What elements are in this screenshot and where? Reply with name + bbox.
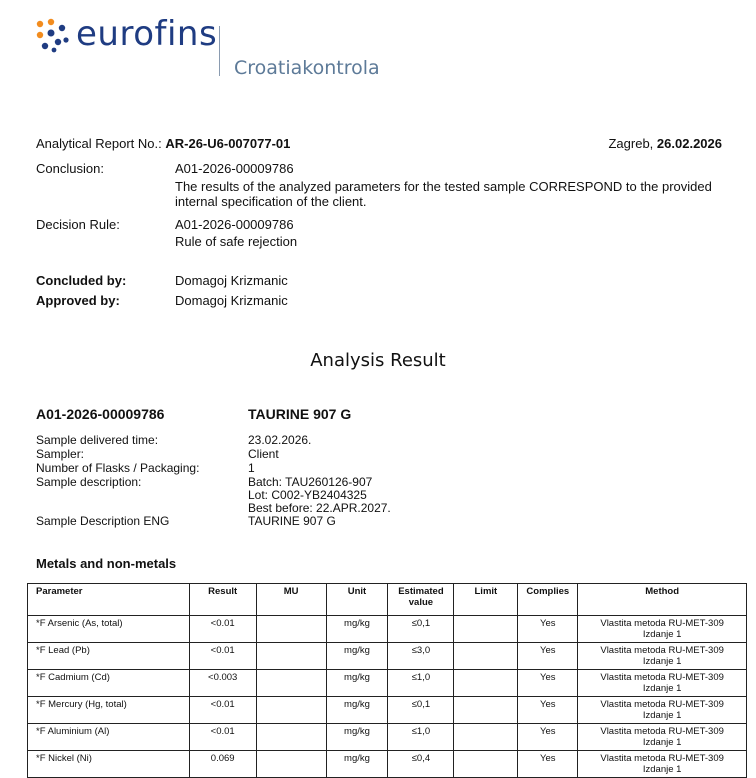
method-line-1: Vlastita metoda RU-MET-309 [600, 699, 724, 710]
table-row [28, 643, 747, 670]
delivered-label: Sample delivered time: [36, 433, 159, 447]
header-divider [219, 26, 220, 76]
cell-mu [256, 724, 326, 751]
table-row [28, 670, 747, 697]
cell-mu [256, 697, 326, 724]
conclusion-label: Conclusion: [36, 161, 104, 176]
cell-estimated: ≤1,0 [388, 724, 454, 751]
division-name: Croatiakontrola [234, 57, 380, 79]
cell-limit [454, 697, 518, 724]
approved-by-name: Domagoj Krizmanic [175, 293, 288, 308]
cell-result: <0.01 [189, 724, 256, 751]
method-line-2: Izdanje 1 [642, 764, 682, 775]
col-mu: MU [256, 584, 326, 616]
sampler-value: Client [248, 447, 279, 461]
cell-parameter: *F Mercury (Hg, total) [28, 697, 190, 724]
cell-method [578, 643, 747, 670]
cell-limit [454, 670, 518, 697]
col-estimated-line-1: Estimated [398, 586, 444, 597]
analysis-title: Analysis Result [310, 350, 446, 371]
description-eng-label: Sample Description ENG [36, 514, 170, 528]
cell-complies: Yes [518, 751, 578, 778]
cell-limit [454, 751, 518, 778]
flasks-label: Number of Flasks / Packaging: [36, 461, 200, 475]
delivered-value: 23.02.2026. [248, 433, 312, 447]
cell-result: <0.01 [189, 616, 256, 643]
table-row [28, 724, 747, 751]
flasks-value: 1 [248, 461, 255, 475]
cell-complies: Yes [518, 697, 578, 724]
table-row [28, 616, 747, 643]
cell-result: 0.069 [189, 751, 256, 778]
cell-result: <0.01 [189, 697, 256, 724]
concluded-by-label: Concluded by: [36, 273, 127, 288]
method-line-2: Izdanje 1 [642, 656, 682, 667]
cell-method [578, 751, 747, 778]
cell-estimated: ≤0,4 [388, 751, 454, 778]
cell-estimated: ≤0,1 [388, 697, 454, 724]
method-line-2: Izdanje 1 [642, 710, 682, 721]
results-table [27, 583, 747, 778]
decision-rule-text: Rule of safe rejection [175, 234, 298, 249]
cell-result: <0.01 [189, 643, 256, 670]
description-label: Sample description: [36, 475, 142, 489]
cell-mu [256, 643, 326, 670]
col-parameter: Parameter [28, 584, 190, 616]
cell-method [578, 616, 747, 643]
cell-mu [256, 670, 326, 697]
cell-method [578, 697, 747, 724]
cell-complies: Yes [518, 724, 578, 751]
sampler-label: Sampler: [36, 447, 85, 461]
description-lot: Lot: C002-YB2404325 [248, 488, 367, 502]
method-line-2: Izdanje 1 [642, 629, 682, 640]
description-batch: Batch: TAU260126-907 [248, 475, 373, 489]
conclusion-code: A01-2026-00009786 [175, 161, 294, 176]
col-result: Result [189, 584, 256, 616]
cell-limit [454, 724, 518, 751]
cell-complies: Yes [518, 670, 578, 697]
method-line-1: Vlastita metoda RU-MET-309 [600, 753, 724, 764]
cell-parameter: *F Aluminium (Al) [28, 724, 190, 751]
report-city: Zagreb, [608, 136, 654, 151]
cell-mu [256, 751, 326, 778]
method-line-2: Izdanje 1 [642, 737, 682, 748]
cell-estimated: ≤0,1 [388, 616, 454, 643]
decision-rule-label: Decision Rule: [36, 217, 120, 232]
eurofins-logo-icon [34, 18, 74, 54]
report-number-label: Analytical Report No.: [36, 136, 162, 151]
cell-limit [454, 616, 518, 643]
col-estimated [388, 584, 454, 616]
table-row [28, 697, 747, 724]
col-method: Method [578, 584, 747, 616]
report-number: AR-26-U6-007077-01 [165, 136, 291, 151]
method-line-1: Vlastita metoda RU-MET-309 [600, 618, 724, 629]
cell-parameter: *F Arsenic (As, total) [28, 616, 190, 643]
col-complies: Complies [518, 584, 578, 616]
section-title: Metals and non-metals [36, 556, 177, 571]
method-line-1: Vlastita metoda RU-MET-309 [600, 726, 724, 737]
cell-complies: Yes [518, 616, 578, 643]
cell-estimated: ≤1,0 [388, 670, 454, 697]
sample-code: A01-2026-00009786 [36, 406, 165, 422]
cell-unit: mg/kg [326, 616, 388, 643]
method-line-2: Izdanje 1 [642, 683, 682, 694]
cell-unit: mg/kg [326, 697, 388, 724]
cell-parameter: *F Cadmium (Cd) [28, 670, 190, 697]
method-line-1: Vlastita metoda RU-MET-309 [600, 672, 724, 683]
cell-complies: Yes [518, 643, 578, 670]
cell-unit: mg/kg [326, 643, 388, 670]
cell-unit: mg/kg [326, 670, 388, 697]
table-row [28, 751, 747, 778]
col-estimated-line-2: value [408, 597, 434, 608]
report-number-line [36, 136, 290, 152]
conclusion-text-1: The results of the analyzed parameters for the tested sample CORRESPOND to the provided [175, 179, 712, 194]
cell-unit: mg/kg [326, 724, 388, 751]
report-date-line [608, 136, 722, 152]
cell-mu [256, 616, 326, 643]
cell-method [578, 724, 747, 751]
table-header-row [28, 584, 747, 616]
sample-name: TAURINE 907 G [248, 406, 352, 422]
cell-result: <0.003 [189, 670, 256, 697]
description-best-before: Best before: 22.APR.2027. [248, 501, 391, 515]
cell-parameter: *F Lead (Pb) [28, 643, 190, 670]
col-limit: Limit [454, 584, 518, 616]
cell-method [578, 670, 747, 697]
cell-limit [454, 643, 518, 670]
method-line-1: Vlastita metoda RU-MET-309 [600, 645, 724, 656]
conclusion-text-2: internal specification of the client. [175, 194, 367, 209]
col-unit: Unit [326, 584, 388, 616]
approved-by-label: Approved by: [36, 293, 120, 308]
description-eng-value: TAURINE 907 G [248, 514, 336, 528]
cell-unit: mg/kg [326, 751, 388, 778]
decision-rule-code: A01-2026-00009786 [175, 217, 294, 232]
brand-name: eurofins [76, 14, 218, 54]
cell-estimated: ≤3,0 [388, 643, 454, 670]
concluded-by-name: Domagoj Krizmanic [175, 273, 288, 288]
report-date: 26.02.2026 [656, 136, 722, 151]
cell-parameter: *F Nickel (Ni) [28, 751, 190, 778]
